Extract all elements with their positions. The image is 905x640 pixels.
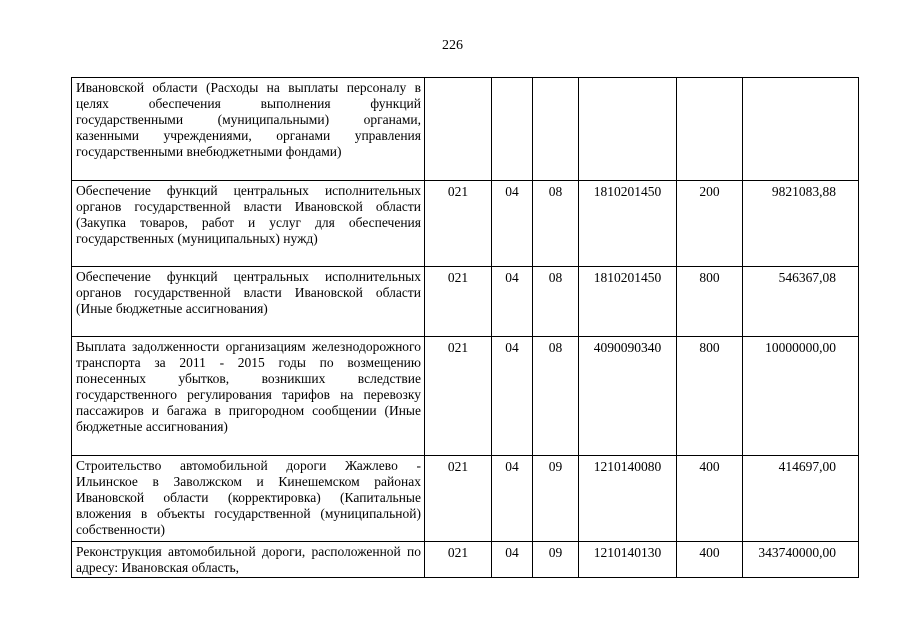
row-amount [743,78,859,181]
row-expense-type: 400 [677,542,743,578]
row-target: 1210140130 [579,542,677,578]
row-target: 4090090340 [579,337,677,456]
row-section: 04 [492,267,533,337]
row-description: Обеспечение функций центральных исполнительных органов государственной власти Ивановской области (Закупка товаров, работ и услуг для обеспечения государственных (муниципальных) нужд) [72,181,425,267]
row-expense-type: 400 [677,456,743,542]
row-code: 021 [425,542,492,578]
row-expense-type: 800 [677,337,743,456]
row-subsection: 08 [533,181,579,267]
row-code: 021 [425,267,492,337]
row-description: Ивановской области (Расходы на выплаты персоналу в целях обеспечения выполнения функций государственными (муниципальными) органами, казенными учреждениями, органами управления государственными внебюджетными фондами) [72,78,425,181]
page-number: 226 [442,38,463,53]
table-row [72,78,859,181]
row-code: 021 [425,181,492,267]
row-amount: 9821083,88 [743,181,859,267]
row-amount: 414697,00 [743,456,859,542]
row-subsection: 09 [533,456,579,542]
row-target: 1810201450 [579,181,677,267]
budget-table [71,77,859,578]
row-description: Строительство автомобильной дороги Жажлево - Ильинское в Заволжском и Кинешемском районах Ивановской области (корректировка) (Капитальные вложения в объекты государственной (муниципальной) собственности) [72,456,425,542]
table-row [72,337,859,456]
row-section: 04 [492,337,533,456]
row-subsection: 09 [533,542,579,578]
row-section: 04 [492,456,533,542]
row-amount: 343740000,00 [743,542,859,578]
row-description: Выплата задолженности организациям железнодорожного транспорта за 2011 - 2015 годы по возмещению понесенных убытков, возникших вследствие государственного регулирования тарифов на перевозку пассажиров и багажа в пригородном сообщении (Иные бюджетные ассигнования) [72,337,425,456]
row-section: 04 [492,542,533,578]
row-code: 021 [425,337,492,456]
table-row [72,267,859,337]
row-subsection: 08 [533,337,579,456]
row-expense-type: 200 [677,181,743,267]
row-amount: 546367,08 [743,267,859,337]
row-section: 04 [492,181,533,267]
row-subsection: 08 [533,267,579,337]
row-expense-type: 800 [677,267,743,337]
row-amount: 10000000,00 [743,337,859,456]
row-section [492,78,533,181]
row-subsection [533,78,579,181]
row-expense-type [677,78,743,181]
row-target: 1210140080 [579,456,677,542]
row-description: Обеспечение функций центральных исполнительных органов государственной власти Ивановской области (Иные бюджетные ассигнования) [72,267,425,337]
table-row [72,181,859,267]
table-row [72,542,859,578]
table-row [72,456,859,542]
row-code: 021 [425,456,492,542]
row-target [579,78,677,181]
row-description: Реконструкция автомобильной дороги, расположенной по адресу: Ивановская область, [72,542,425,578]
row-target: 1810201450 [579,267,677,337]
row-code [425,78,492,181]
